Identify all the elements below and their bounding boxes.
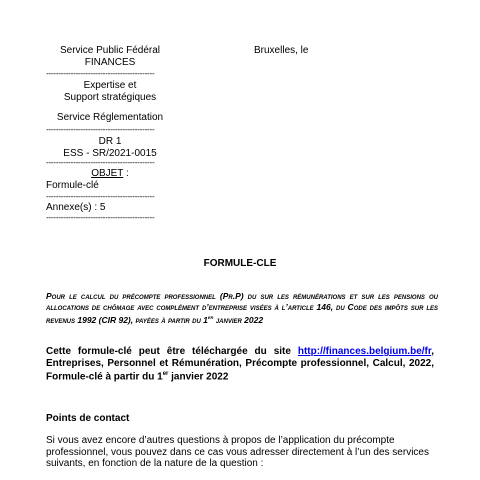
reference-line-2: ESS - SR/2021-0015 [63,148,157,159]
subtitle-superscript: er [207,315,214,321]
subtitle-end: janvier 2022 [213,314,264,325]
separator-rule: -------------------------------------------- [46,158,155,167]
objet-label-line [46,168,174,180]
place-date: Bruxelles, le [254,45,309,56]
download-path: , Entreprises, Personnel et Rémunération, Précompte professionnel, Calcul, 2022, Formule-clé à partir du 1 [46,346,434,383]
download-text: Cette formule-clé peut être téléchargée du site [46,346,298,357]
separator-rule: -------------------------------------------- [46,192,155,201]
reference-line-1: DR 1 [98,136,122,147]
organisation-name [46,45,174,69]
separator-rule: -------------------------------------------- [46,213,155,222]
contact-paragraph: Si vous avez encore d’autres questions à propos de l’application du précompte professionnel, vous pouvez dans ce cas vous adresser directement à l’un des services suivants, en fonction de la nature de la question : [46,435,429,469]
separator-rule: -------------------------------------------- [46,69,155,78]
document-title: FORMULE-CLE [203,258,277,269]
download-superscript: er [162,371,169,377]
dept-line-1: Expertise et [83,80,137,91]
objet-colon: : [123,168,129,179]
subtitle-text: Pour le calcul du précompte professionnel (Pr.P) du sur les rémunérations et sur les pensions ou allocations de chômage avec complément d’entreprise visées à l’article 146, du Code des impôts sur les revenus 1992 (CIR 92), payées à partir du 1 [46,291,438,325]
separator-rule: -------------------------------------------- [46,125,155,134]
service-name: Service Réglementation [56,112,164,123]
objet-value: Formule-clé [46,180,99,191]
dept-line-2: Support stratégiques [63,92,157,103]
document-subtitle [46,291,438,326]
download-paragraph [46,346,434,383]
reference-block [46,136,174,160]
objet-label: OBJET [91,168,124,179]
annexes-count: Annexe(s) : 5 [46,202,106,213]
contact-heading: Points de contact [46,413,130,424]
org-line-2: FINANCES [84,57,136,68]
org-line-1: Service Public Fédéral [59,45,161,56]
download-end: janvier 2022 [168,371,229,383]
finances-website-link[interactable]: http://finances.belgium.be/fr [297,346,432,357]
department-name [46,80,174,104]
